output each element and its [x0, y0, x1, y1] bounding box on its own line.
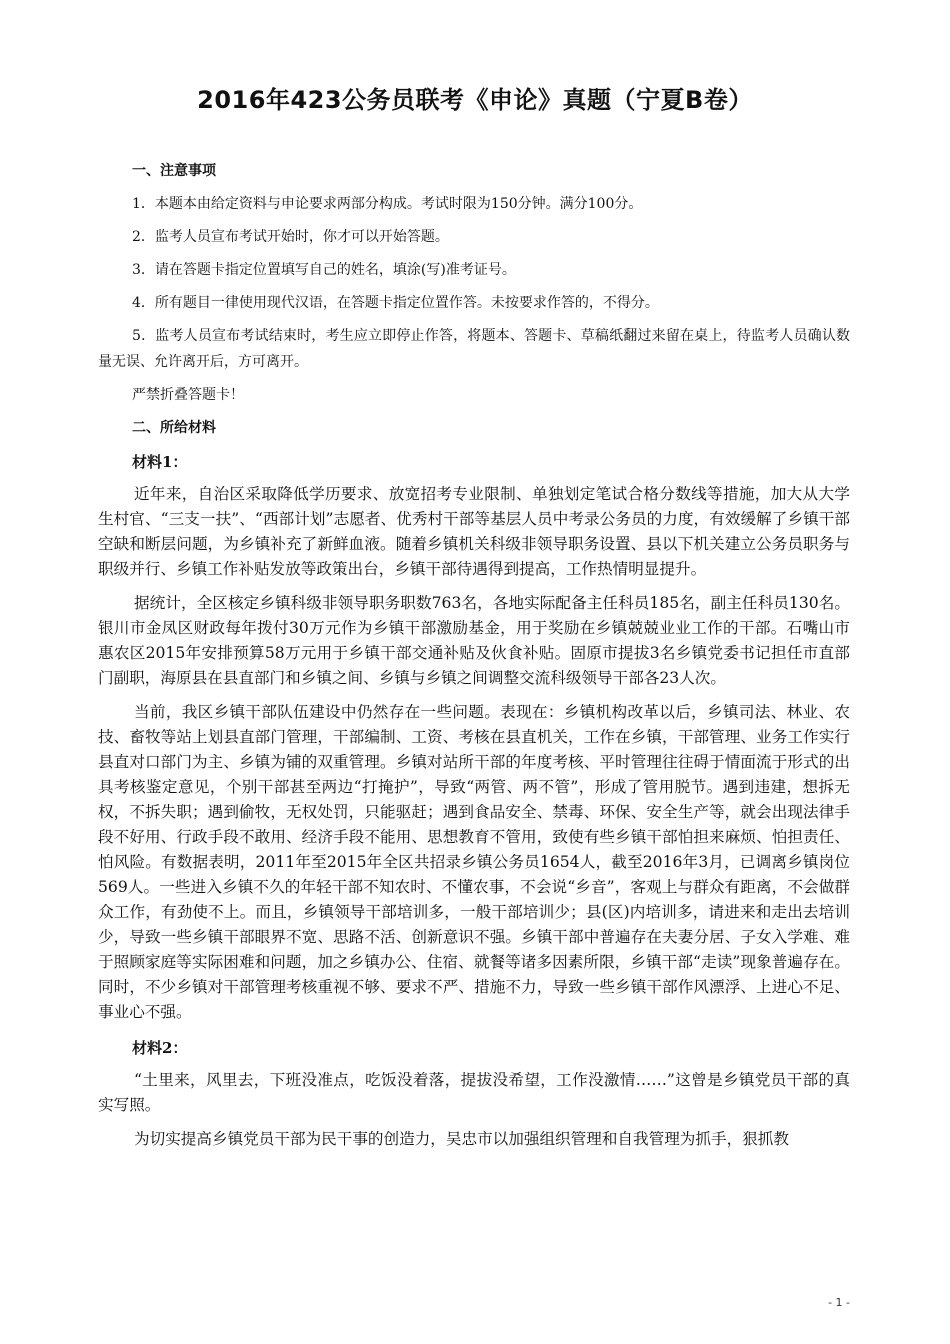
note-item-3: 3．请在答题卡指定位置填写自己的姓名，填涂(写)准考证号。	[132, 262, 516, 278]
page-number: - 1 -	[828, 1296, 850, 1309]
note-item-4: 4．所有题目一律使用现代汉语，在答题卡指定位置作答。未按要求作答的，不得分。	[132, 295, 659, 311]
section-heading-materials: 二、所给材料	[132, 420, 216, 436]
material-1-label: 材料1：	[132, 453, 188, 471]
material-1-paragraph: 近年来，自治区采取降低学历要求、放宽招考专业限制、单独划定笔试合格分数线等措施，加大从大学生村官、“三支一扶”、“西部计划”志愿者、优秀村干部等基层人员中考录公务员的力度，有效缓解了乡镇干部空缺和断层问题，为乡镇补充了新鲜血液。随着乡镇机关科级非领导职务设置、县以下机关建立公务员职务与职级并行、乡镇工作补贴发放等政策出台，乡镇干部待遇得到提高，工作热情明显提升。	[98, 485, 850, 578]
material-2-label: 材料2：	[132, 1039, 188, 1057]
document-body	[98, 158, 850, 1161]
note-item-1: 1．本题本由给定资料与申论要求两部分构成。考试时限为150分钟。满分100分。	[132, 196, 643, 212]
page-title: 2016年423公务员联考《申论》真题（宁夏B卷）	[197, 86, 753, 114]
material-1-paragraph: 当前，我区乡镇干部队伍建设中仍然存在一些问题。表现在：乡镇机构改革以后，乡镇司法、林业、农技、畜牧等站上划县直部门管理，干部编制、工资、考核在县直机关，工作在乡镇，干部管理、业务工作实行县直对口部门为主、乡镇为铺的双重管理。乡镇对站所干部的年度考核、平时管理往往碍于情面流于形式的出具考核鉴定意见，个别干部甚至两边“打掩护”，导致“两管、两不管”，形成了管用脱节。遇到违建，想拆无权，不拆失职；遇到偷牧，无权处罚，只能驱赶；遇到食品安全、禁毒、环保、安全生产等，就会出现法律手段不好用、行政手段不敢用、经济手段不能用、思想教育不管用，致使有些乡镇干部怕担来麻烦、怕担责任、怕风险。有数据表明，2011年至2015年全区共招录乡镇公务员1654人，截至2016年3月，已调离乡镇岗位569人。一些进入乡镇不久的年轻干部不知农时、不懂农事，不会说“乡音”，客观上与群众有距离，不会做群众工作，有劲使不上。而且，乡镇领导干部培训多，一般干部培训少；县(区)内培训多，请进来和走出去培训少，导致一些乡镇干部眼界不宽、思路不活、创新意识不强。乡镇干部中普遍存在夫妻分居、子女入学难、难于照顾家庭等实际困难和问题，加之乡镇办公、住宿、就餐等诸多因素所限，乡镇干部“走读”现象普遍存在。同时，不少乡镇对干部管理考核重视不够、要求不严、措施不力，导致一些乡镇干部作风漂浮、上进心不足、事业心不强。	[98, 703, 850, 1021]
section-heading-notes: 一、注意事项	[132, 163, 216, 179]
material-2-paragraph: “土里来，风里去，下班没准点，吃饭没着落，提拔没希望，工作没激情……”这曾是乡镇党员干部的真实写照。	[98, 1071, 850, 1114]
note-warning: 严禁折叠答题卡！	[132, 387, 244, 403]
note-item-2: 2．监考人员宣布考试开始时，你才可以开始答题。	[132, 229, 449, 245]
material-2-paragraph: 为切实提高乡镇党员干部为民干事的创造力，吴忠市以加强组织管理和自我管理为抓手，狠抓教	[134, 1130, 789, 1148]
note-item-5: 5．监考人员宣布考试结束时，考生应立即停止作答，将题本、答题卡、草稿纸翻过来留在桌上，待监考人员确认数量无误、允许离开后，方可离开。	[98, 328, 850, 370]
material-1-paragraph: 据统计，全区核定乡镇科级非领导职务职数763名，各地实际配备主任科员185名，副主任科员130名。银川市金凤区财政每年拨付30万元作为乡镇干部激励基金，用于奖励在乡镇兢兢业业工作的干部。石嘴山市惠农区2015年安排预算58万元用于乡镇干部交通补贴及伙食补贴。固原市提拔3名乡镇党委书记担任市直部门副职，海原县在县直部门和乡镇之间、乡镇与乡镇之间调整交流科级领导干部各23人次。	[98, 594, 850, 687]
